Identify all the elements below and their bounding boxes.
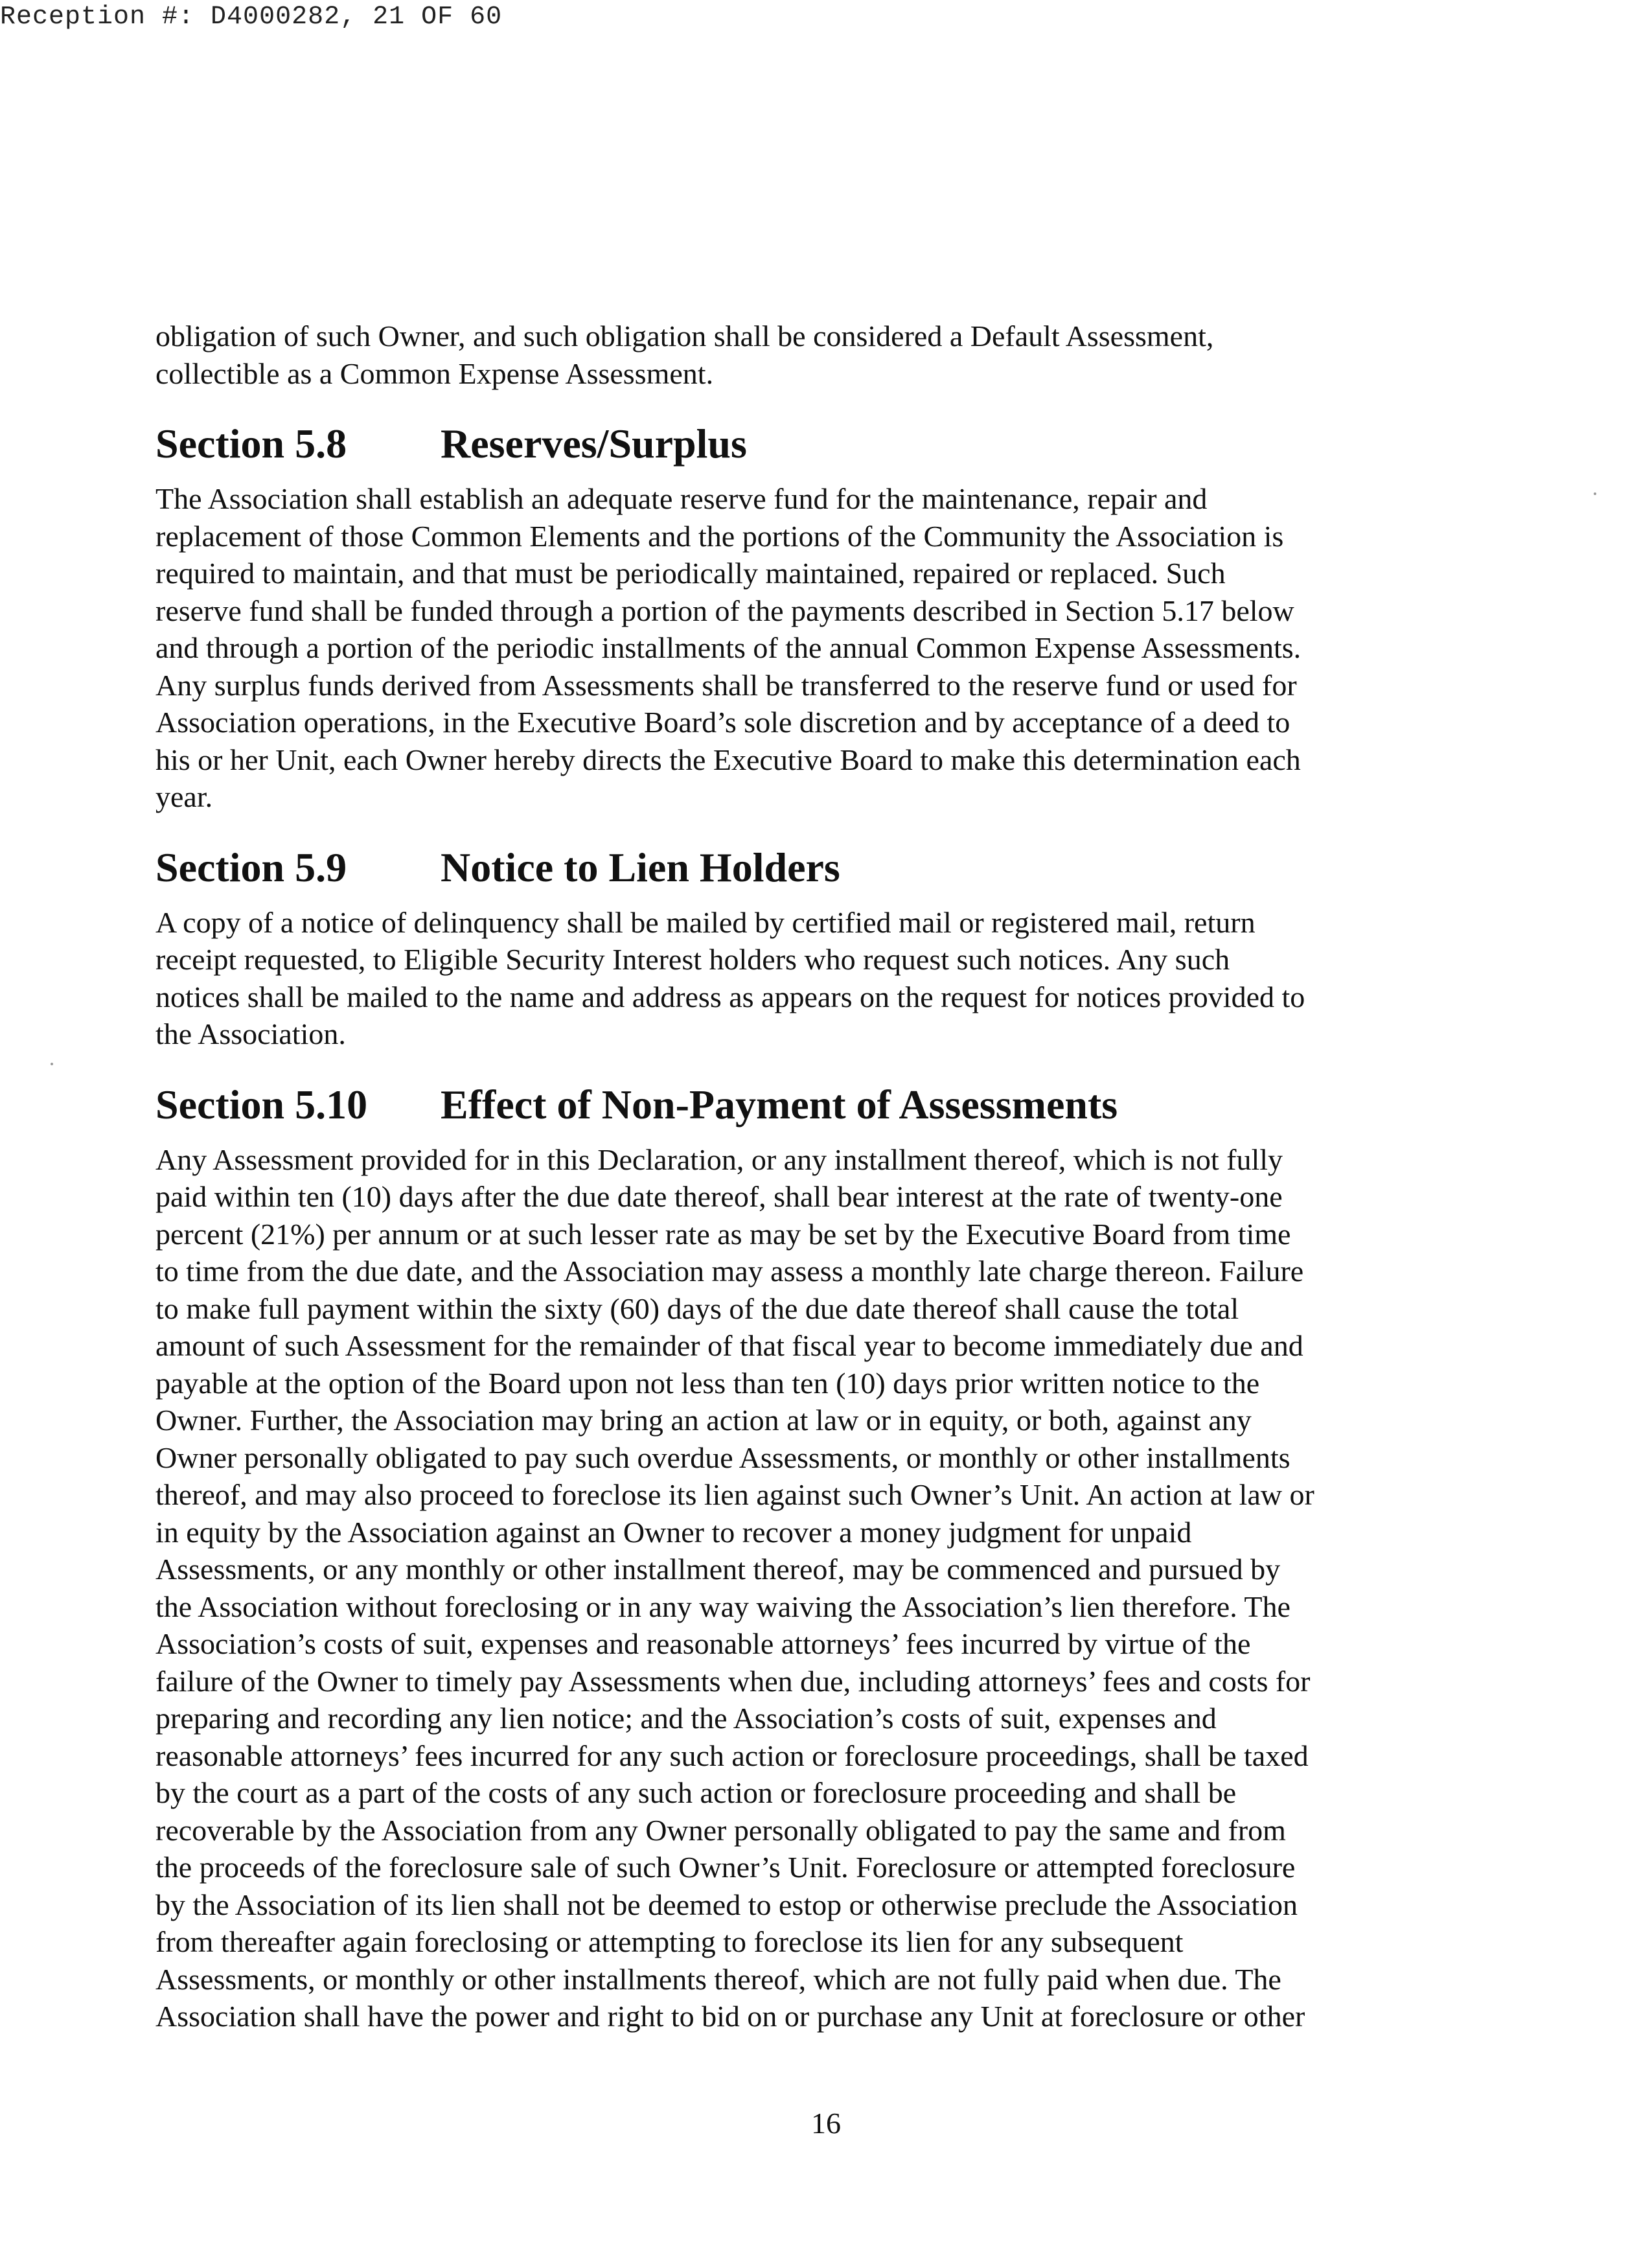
text-line: recoverable by the Association from any Owner personally obligated to pay the same and from xyxy=(155,1813,1286,1847)
text-line: preparing and recording any lien notice; and the Association’s costs of suit, expenses and xyxy=(155,1702,1217,1735)
section-5-10-heading xyxy=(155,1079,1406,1131)
text-line: his or her Unit, each Owner hereby directs the Executive Board to make this determination each xyxy=(155,743,1301,776)
text-line: replacement of those Common Elements and the portions of the Community the Association is xyxy=(155,519,1284,553)
text-line: receipt requested, to Eligible Security Interest holders who request such notices. Any such xyxy=(155,943,1230,976)
section-title: Notice to Lien Holders xyxy=(441,844,840,890)
text-line: required to maintain, and that must be periodically maintained, repaired or replaced. Such xyxy=(155,557,1226,590)
section-5-8-heading xyxy=(155,418,1406,470)
text-line: in equity by the Association against an Owner to recover a money judgment for unpaid xyxy=(155,1515,1192,1549)
text-line: Any Assessment provided for in this Declaration, or any installment thereof, which is not fully xyxy=(155,1142,1283,1176)
text-line: and through a portion of the periodic installments of the annual Common Expense Assessments. xyxy=(155,631,1302,664)
text-line: The Association shall establish an adequate reserve fund for the maintenance, repair and xyxy=(155,482,1208,515)
document-body xyxy=(155,318,1406,2035)
text-line: A copy of a notice of delinquency shall be mailed by certified mail or registered mail, return xyxy=(155,905,1256,939)
section-5-9-heading xyxy=(155,842,1406,894)
text-line: by the Association of its lien shall not be deemed to estop or otherwise preclude the Association xyxy=(155,1888,1298,1921)
text-line: percent (21%) per annum or at such lesser rate as may be set by the Executive Board from time xyxy=(155,1217,1291,1251)
text-line: the Association. xyxy=(155,1017,346,1050)
text-line: to time from the due date, and the Association may assess a monthly late charge thereon. Failure xyxy=(155,1255,1304,1288)
section-5-8-paragraph xyxy=(155,480,1406,816)
text-line: obligation of such Owner, and such obligation shall be considered a Default Assessment, xyxy=(155,319,1214,353)
text-line: year. xyxy=(155,780,213,813)
section-title: Effect of Non-Payment of Assessments xyxy=(441,1081,1118,1128)
scan-speck xyxy=(1594,492,1596,495)
text-line: reserve fund shall be funded through a portion of the payments described in Section 5.17 below xyxy=(155,594,1294,627)
text-line: the proceeds of the foreclosure sale of such Owner’s Unit. Foreclosure or attempted foreclosure xyxy=(155,1851,1296,1884)
text-line: the Association without foreclosing or in any way waiving the Association’s lien therefore. The xyxy=(155,1590,1291,1623)
text-line: from thereafter again foreclosing or attempting to foreclose its lien for any subsequent xyxy=(155,1925,1184,1958)
text-line: failure of the Owner to timely pay Assessments when due, including attorneys’ fees and costs for xyxy=(155,1664,1311,1698)
text-line: by the court as a part of the costs of any such action or foreclosure proceeding and shall be xyxy=(155,1776,1237,1809)
text-line: collectible as a Common Expense Assessment. xyxy=(155,356,714,390)
intro-paragraph xyxy=(155,318,1406,392)
text-line: paid within ten (10) days after the due date thereof, shall bear interest at the rate of twenty-one xyxy=(155,1180,1283,1213)
scan-speck xyxy=(51,1063,53,1065)
text-line: reasonable attorneys’ fees incurred for any such action or foreclosure proceedings, shall be taxed xyxy=(155,1739,1309,1772)
text-line: Owner personally obligated to pay such overdue Assessments, or monthly or other installments xyxy=(155,1440,1291,1474)
section-number: Section 5.8 xyxy=(155,421,347,467)
text-line: Assessments, or any monthly or other installment thereof, may be commenced and pursued by xyxy=(155,1553,1281,1586)
section-5-10-paragraph xyxy=(155,1141,1406,2035)
text-line: Association shall have the power and right to bid on or purchase any Unit at foreclosure or other xyxy=(155,2000,1305,2033)
section-number: Section 5.9 xyxy=(155,844,347,890)
reception-stamp: Reception #: D4000282, 21 OF 60 xyxy=(0,3,503,32)
text-line: notices shall be mailed to the name and address as appears on the request for notices provided to xyxy=(155,980,1305,1013)
text-line: amount of such Assessment for the remainder of that fiscal year to become immediately due and xyxy=(155,1329,1303,1362)
text-line: Any surplus funds derived from Assessments shall be transferred to the reserve fund or used for xyxy=(155,668,1297,702)
page-number: 16 xyxy=(811,2107,841,2140)
text-line: to make full payment within the sixty (60) days of the due date thereof shall cause the total xyxy=(155,1291,1239,1325)
text-line: Association’s costs of suit, expenses and reasonable attorneys’ fees incurred by virtue of the xyxy=(155,1627,1251,1660)
text-line: thereof, and may also proceed to foreclose its lien against such Owner’s Unit. An action at law or xyxy=(155,1478,1314,1511)
text-line: Assessments, or monthly or other installments thereof, which are not fully paid when due. The xyxy=(155,1962,1281,1996)
text-line: Owner. Further, the Association may bring an action at law or in equity, or both, against any xyxy=(155,1404,1252,1437)
section-5-9-paragraph xyxy=(155,904,1406,1053)
section-number: Section 5.10 xyxy=(155,1081,368,1128)
section-title: Reserves/Surplus xyxy=(441,421,747,467)
text-line: payable at the option of the Board upon not less than ten (10) days prior written notice to the xyxy=(155,1366,1260,1400)
text-line: Association operations, in the Executive Board’s sole discretion and by acceptance of a deed to xyxy=(155,706,1291,739)
